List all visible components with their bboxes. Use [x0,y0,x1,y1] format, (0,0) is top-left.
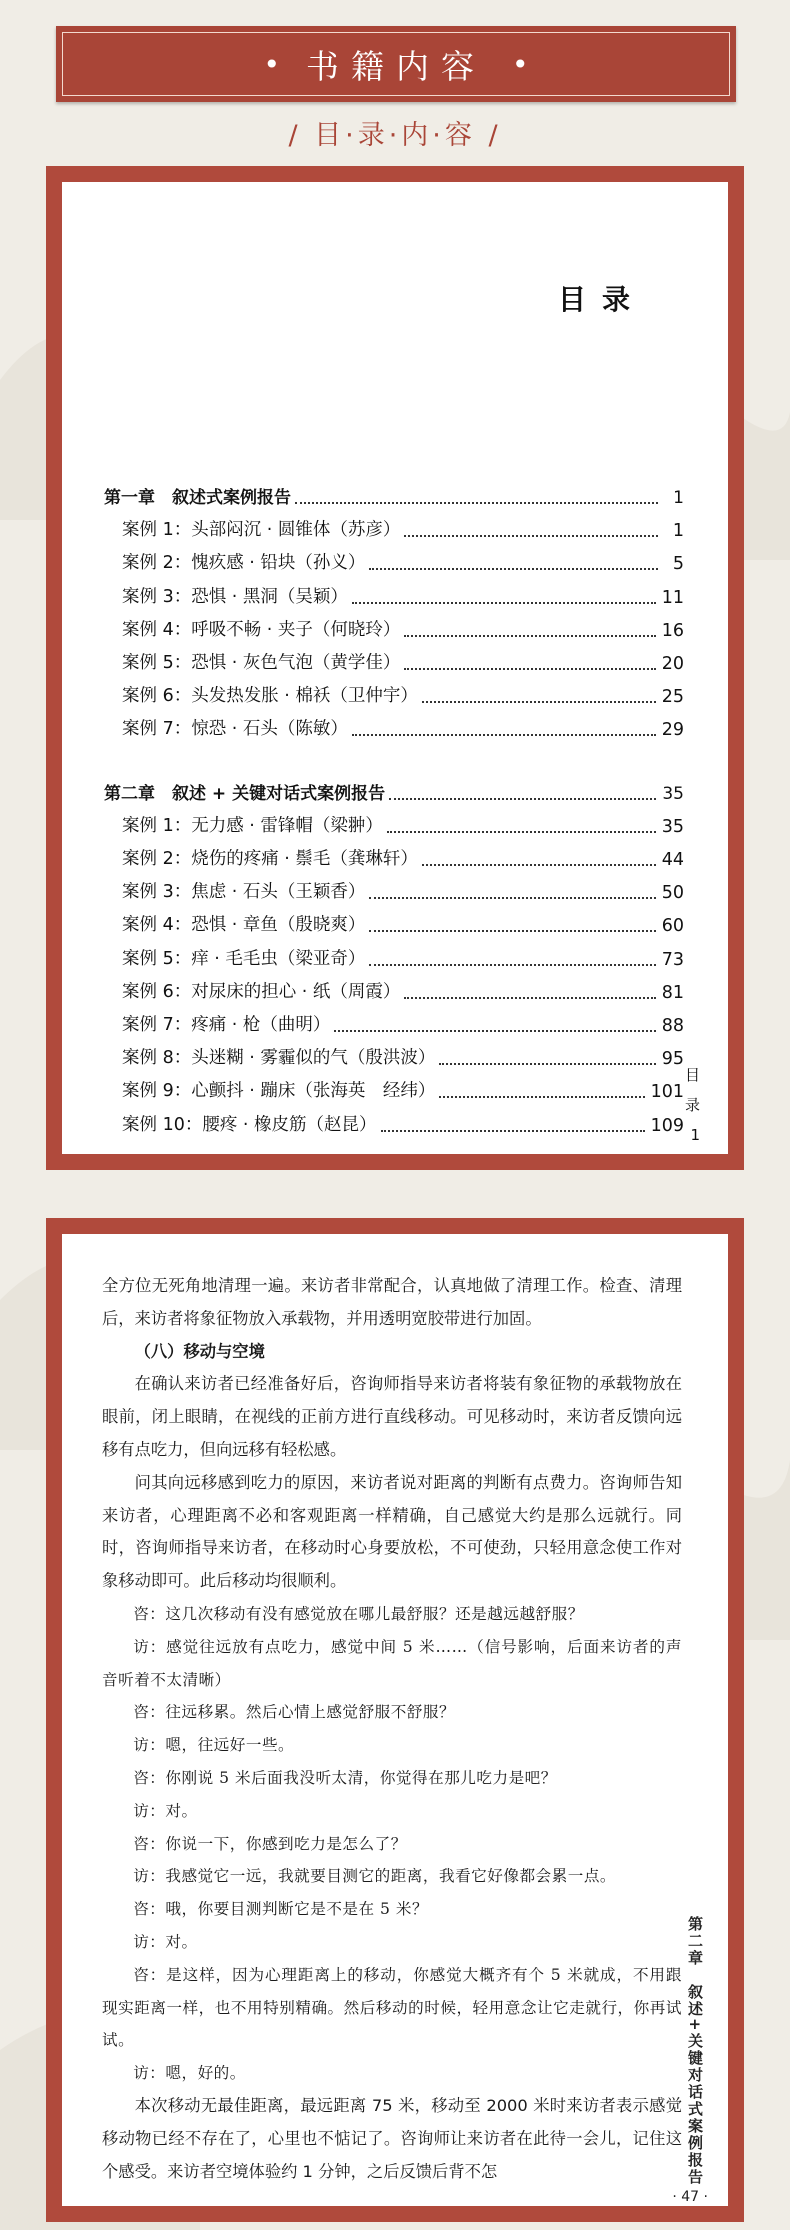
toc-case-row [122,807,684,837]
header-banner [56,26,736,102]
toc-entry-page: 1 [673,488,684,508]
dialog-line: 访：对。 [133,1932,198,1951]
toc-entry-label: 案例 3：恐惧 · 黑洞（吴颖） [122,586,348,607]
toc-entry-page: 81 [661,982,684,1003]
dialog-line: 咨：你刚说 5 米后面我没听太清，你觉得在那儿吃力是吧？ [133,1768,557,1787]
toc-entry-label: 案例 10：腰疼 · 橡皮筋（赵昆） [122,1114,377,1135]
toc-entry-label: 第一章 叙述式案例报告 [104,488,291,508]
toc-entry-label: 案例 1：头部闷沉 · 圆锥体（苏彦） [122,520,401,541]
excerpt-page-frame [46,1218,744,2222]
header-title: 书籍内容 [306,46,486,86]
toc-entry-label: 案例 7：疼痛 · 枪（曲明） [122,1015,331,1035]
toc-case-row [122,1072,684,1102]
toc-entry-page: 88 [661,1016,684,1036]
toc-case-row [122,1106,684,1136]
toc-entry-page: 73 [661,949,684,970]
toc-entry-page: 95 [661,1049,684,1070]
toc-entry-label: 案例 6：头发热发胀 · 棉袄（卫仲宇） [122,686,418,707]
toc-entry-page: 20 [661,654,684,674]
toc-leader-dots [352,601,656,604]
toc-leader-dots [422,700,656,703]
toc-case-row [122,906,684,936]
dialog-line: 咨：往远移累。然后心情上感觉舒服不舒服？ [133,1703,456,1722]
toc-entry-label: 案例 3：焦虑 · 石头（王颖香） [122,882,366,903]
toc-case-row [122,578,684,608]
header-banner-inner [62,32,730,96]
toc-case-row [122,873,684,903]
toc-entry-page: 5 [672,554,684,575]
toc-entry-page: 35 [661,816,684,837]
toc-entry-label: 案例 8：头迷糊 · 雾霾似的气（殷洪波） [122,1048,436,1069]
dialog-line: 咨：是这样，因为心理距离上的移动，你感觉大概齐有个 5 米就成，不用跟现实距离一样，也不用特别精确。然后移动的时候，轻用意念让它走就行，你再试试。 [102,1965,682,2050]
excerpt-page-number: · 47 · [672,2189,708,2205]
bullet-dot-icon: • [512,47,529,81]
toc-case-row [122,544,684,574]
toc-entry-page: 16 [661,620,684,641]
toc-entry-page: 109 [650,1115,684,1136]
toc-entry-page: 35 [662,783,684,804]
toc-case-row [122,710,684,740]
dialog-line: 访：嗯，往远好一些。 [133,1736,295,1755]
toc-chapter-row [104,774,684,804]
toc-case-row [122,511,684,541]
toc-entry-page: 29 [661,720,684,741]
toc-entry-label: 案例 4：呼吸不畅 · 夹子（何晓玲） [122,619,401,640]
toc-entry-page: 25 [661,687,684,708]
toc-entry-page: 1 [672,521,684,542]
toc-entry-label: 案例 2：愧疚感 · 铅块（孙义） [122,553,366,574]
dialog-line: 咨：哦，你要目测判断它是不是在 5 米？ [133,1900,429,1919]
toc-title: 目录 [557,283,646,316]
toc-leader-dots [369,929,655,932]
toc-side-label-2: 录 [684,1096,700,1114]
toc-leader-dots [387,830,656,833]
toc-page [62,182,728,1154]
toc-entry-label: 案例 4：恐惧 · 章鱼（殷晓爽） [122,915,366,936]
toc-entry-page: 44 [661,850,684,870]
toc-entry-label: 案例 5：痒 · 毛毛虫（梁亚奇） [122,948,366,969]
body-paragraph: 本次移动无最佳距离，最远距离 75 米，移动至 2000 米时来访者表示感觉移动物已经不存在了，心里也不惦记了。咨询师让来访者在此待一会儿，记住这个感受。来访者空境体验约 1 分钟，之后反馈后背不怎 [102,2095,682,2181]
toc-entry-label: 案例 7：惊恐 · 石头（陈敏） [122,719,348,740]
chapter-side-label: 第二章 叙述+关键对话式案例报告 [686,1916,704,2186]
toc-leader-dots [404,634,655,637]
toc-entry-label: 案例 9：心颤抖 · 蹦床（张海英 经纬） [122,1081,436,1102]
toc-entry-label: 案例 1：无力感 · 雷锋帽（梁翀） [122,815,383,836]
toc-entry-page: 50 [661,883,684,904]
toc-chapter-row [104,478,684,508]
bullet-dot-icon: • [263,47,280,81]
toc-entry-label: 案例 5：恐惧 · 灰色气泡（黄学佳） [122,653,401,673]
toc-leader-dots [439,1062,655,1065]
toc-leader-dots [334,1029,655,1032]
toc-leader-dots [439,1095,644,1098]
excerpt-page [62,1234,728,2206]
toc-side-page: 1 [690,1126,700,1144]
excerpt-body [102,1270,682,2188]
toc-leader-dots [369,567,658,570]
toc-leader-dots [404,667,655,670]
toc-entry-label: 案例 6：对尿床的担心 · 纸（周霞） [122,981,401,1002]
toc-case-row [122,973,684,1003]
toc-leader-dots [422,863,656,866]
toc-case-row [122,644,684,674]
toc-entry-label: 案例 2：烧伤的疼痛 · 鬃毛（龚琳轩） [122,849,418,869]
toc-case-row [122,1039,684,1069]
toc-case-row [122,611,684,641]
toc-side-label-1: 目 [684,1066,700,1084]
toc-leader-dots [404,996,655,999]
body-paragraph: 问其向远移感到吃力的原因，来访者说对距离的判断有点费力。咨询师告知来访者，心理距离不必和客观距离一样精确，自己感觉大约是那么远就行。同时，咨询师指导来访者，在移动时心身要放松，不可使劲，只轻用意念使工作对象移动即可。此后移动均很顺利。 [102,1472,682,1591]
toc-case-row [122,1006,684,1036]
toc-case-row [122,840,684,870]
body-paragraph: 在确认来访者已经准备好后，咨询师指导来访者将装有象征物的承载物放在眼前，闭上眼睛，在视线的正前方进行直线移动。可见移动时，来访者反馈向远移有点吃力，但向远移有轻松感。 [102,1374,682,1459]
toc-page-frame [46,166,744,1170]
dialog-line: 咨：你说一下，你感到吃力是怎么了？ [133,1834,407,1853]
toc-leader-dots [389,797,656,800]
toc-leader-dots [352,733,656,736]
toc-leader-dots [295,501,658,504]
dialog-line: 访：我感觉它一远，我就要目测它的距离，我看它好像都会累一点。 [133,1867,617,1886]
toc-entry-page: 11 [661,587,684,608]
toc-entry-page: 101 [650,1082,684,1103]
toc-leader-dots [381,1129,645,1132]
toc-leader-dots [369,896,655,899]
section-heading: （八）移动与空境 [134,1341,265,1361]
dialog-line: 咨：这几次移动有没有感觉放在哪儿最舒服？还是越远越舒服？ [133,1604,584,1623]
dialog-line: 访：嗯，好的。 [133,2064,246,2083]
body-paragraph: 全方位无死角地清理一遍。来访者非常配合，认真地做了清理工作。检查、清理后，来访者将象征物放入承载物，并用透明宽胶带进行加固。 [102,1276,682,1328]
toc-case-row [122,940,684,970]
toc-case-row [122,677,684,707]
toc-leader-dots [369,963,655,966]
dialog-line: 访：对。 [133,1801,198,1820]
dialog-line: 访：感觉往远放有点吃力，感觉中间 5 米……（信号影响，后面来访者的声音听着不太清晰） [102,1637,682,1689]
section-subtitle: / 目·录·内·容 / [288,120,502,151]
toc-leader-dots [404,534,658,537]
toc-entry-page: 60 [661,916,684,937]
toc-entry-label: 第二章 叙述 + 关键对话式案例报告 [104,783,386,804]
